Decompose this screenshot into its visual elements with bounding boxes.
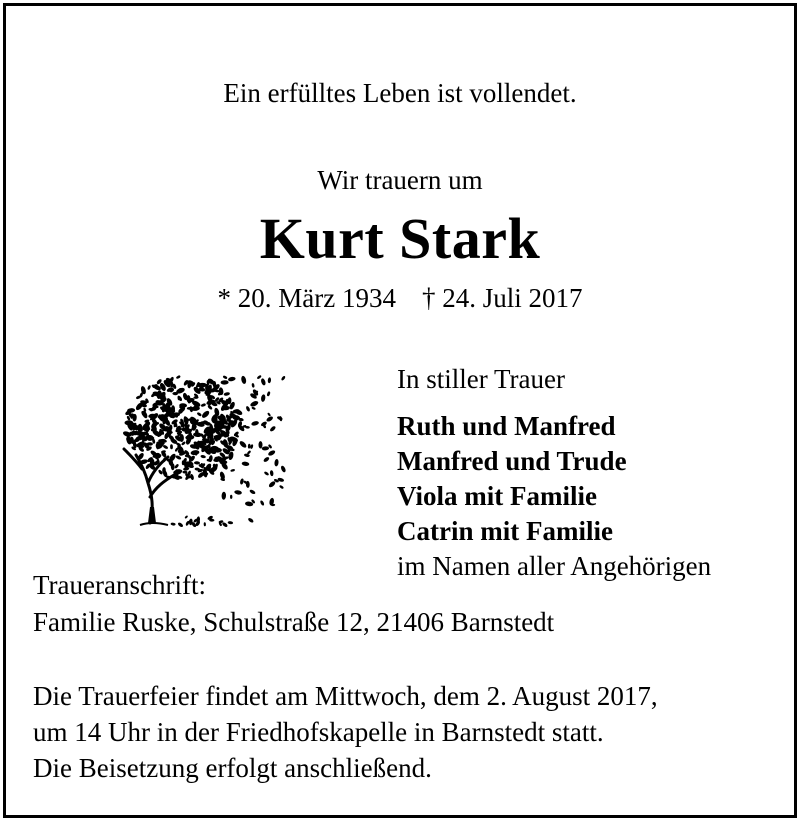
leaf-mark bbox=[222, 375, 227, 379]
leaf-mark bbox=[258, 441, 262, 448]
leaf-mark bbox=[239, 440, 248, 449]
leaf-mark bbox=[184, 515, 188, 519]
leaf-mark bbox=[269, 425, 276, 432]
leaf-mark bbox=[241, 461, 249, 466]
leaf-mark bbox=[193, 432, 202, 437]
mourners-closing: im Namen aller Angehörigen bbox=[397, 551, 712, 581]
leaf-mark bbox=[174, 463, 179, 469]
mourner-name: Viola mit Familie bbox=[397, 481, 597, 511]
windblown-tree-icon bbox=[112, 357, 288, 529]
leaf-mark bbox=[228, 376, 236, 382]
leaf-mark bbox=[182, 471, 187, 474]
leaf-mark bbox=[200, 455, 206, 459]
leaf-mark bbox=[223, 392, 230, 396]
leaf-mark bbox=[245, 405, 250, 412]
leaf-mark bbox=[267, 449, 276, 456]
leaf-mark bbox=[221, 492, 226, 500]
leaf-mark bbox=[268, 377, 272, 383]
leaf-mark bbox=[279, 485, 284, 490]
leaf-mark bbox=[176, 375, 181, 380]
mourning-address: Familie Ruske, Schulstraße 12, 21406 Barnstedt bbox=[33, 607, 555, 637]
leaf-mark bbox=[249, 489, 256, 495]
leaf-mark bbox=[230, 469, 235, 473]
leaf-mark bbox=[262, 446, 270, 451]
leaf-mark bbox=[280, 465, 286, 473]
leaf-mark bbox=[240, 478, 245, 485]
leaf-mark bbox=[230, 495, 232, 499]
leaf-mark bbox=[204, 522, 206, 526]
leaf-mark bbox=[274, 459, 279, 467]
address-label: Traueranschrift: bbox=[33, 570, 206, 600]
mourner-name: Catrin mit Familie bbox=[397, 516, 613, 546]
mourner-name: Manfred und Trude bbox=[397, 446, 627, 476]
leaf-mark bbox=[241, 375, 247, 384]
leaf-mark bbox=[194, 461, 200, 465]
leaf-mark bbox=[266, 415, 274, 422]
leaf-mark bbox=[267, 412, 271, 417]
leaf-mark bbox=[196, 412, 202, 417]
leaf-mark bbox=[170, 444, 173, 449]
leaf-mark bbox=[228, 521, 234, 525]
life-dates bbox=[0, 283, 800, 314]
leaf-mark bbox=[177, 395, 183, 402]
leaf-mark bbox=[251, 383, 254, 388]
leaf-mark bbox=[234, 490, 242, 495]
leaf-mark bbox=[281, 375, 286, 381]
birth-date: * 20. März 1934 bbox=[217, 283, 396, 313]
leaf-mark bbox=[250, 400, 260, 408]
leaf-mark bbox=[251, 420, 259, 426]
leaf-mark bbox=[183, 467, 190, 472]
deceased-name: Kurt Stark bbox=[259, 206, 541, 271]
leaf-mark bbox=[260, 378, 266, 386]
leaf-mark bbox=[264, 471, 270, 476]
leaf-mark bbox=[137, 424, 142, 433]
mourner-name: Ruth und Manfred bbox=[397, 411, 616, 441]
leaf-mark bbox=[247, 517, 254, 523]
leaf-mark bbox=[170, 522, 175, 526]
leaf-mark bbox=[190, 450, 199, 456]
leaf-mark bbox=[201, 403, 207, 407]
leaf-mark bbox=[260, 500, 265, 506]
death-date: † 24. Juli 2017 bbox=[421, 283, 583, 313]
leaf-mark bbox=[209, 519, 214, 522]
leaf-mark bbox=[251, 406, 256, 410]
leaf-mark bbox=[177, 522, 184, 528]
leaf-mark bbox=[261, 394, 266, 402]
intro-text: Wir trauern um bbox=[317, 165, 483, 195]
leaf-mark bbox=[147, 385, 151, 390]
funeral-info-line: um 14 Uhr in der Friedhofskapelle in Barnstedt statt. bbox=[33, 717, 604, 747]
leaf-mark bbox=[266, 391, 270, 397]
leaf-mark bbox=[248, 444, 251, 449]
motto: Ein erfülltes Leben ist vollendet. bbox=[223, 78, 577, 108]
leaf-mark bbox=[257, 375, 262, 380]
funeral-info-line: Die Trauerfeier findet am Mittwoch, dem 2. August 2017, bbox=[33, 681, 658, 711]
leaf-mark bbox=[201, 410, 211, 420]
mourners-heading: In stiller Trauer bbox=[397, 364, 565, 394]
leaf-mark bbox=[213, 448, 222, 453]
leaf-mark bbox=[221, 380, 229, 385]
leaf-mark bbox=[270, 470, 274, 476]
funeral-info-line: Die Beisetzung erfolgt anschließend. bbox=[33, 753, 432, 783]
leaf-mark bbox=[221, 522, 228, 528]
leaf-mark bbox=[263, 456, 270, 463]
